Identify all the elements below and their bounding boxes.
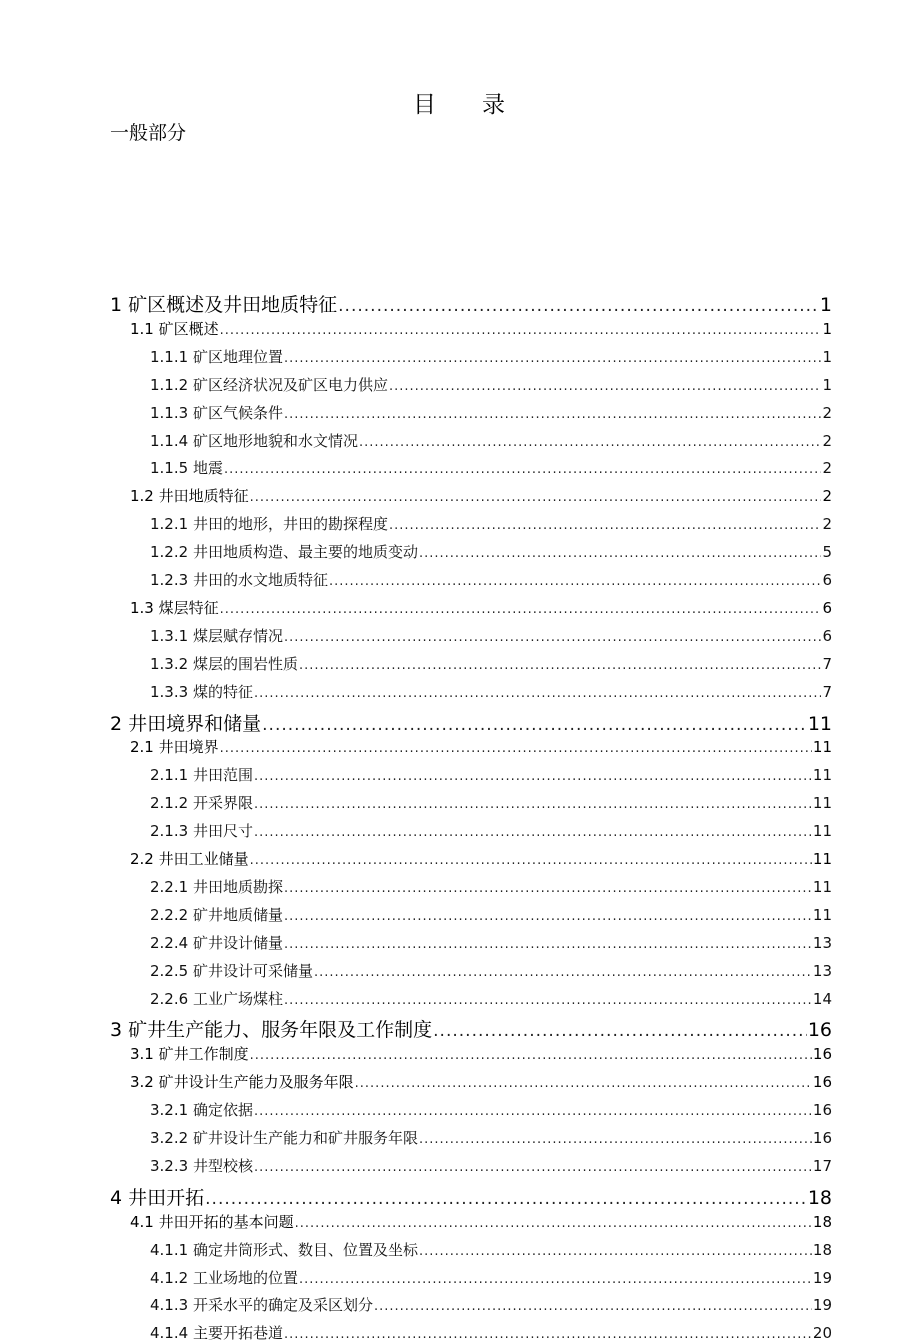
toc-entry-number: 2.2.1 — [150, 877, 189, 896]
dot-leader — [284, 351, 821, 366]
toc-entry-text: 煤层赋存情况 — [192, 626, 283, 645]
toc-entry-page-number: 1 — [822, 375, 832, 394]
toc-entry-number: 2.1.1 — [150, 766, 189, 785]
toc-entry-label — [150, 346, 283, 367]
dot-leader — [220, 602, 822, 617]
dot-leader — [254, 1104, 812, 1119]
toc-entry-text: 煤的特征 — [192, 682, 253, 701]
toc-entry-number: 4.1.4 — [150, 1324, 189, 1343]
toc-entry-3-2[interactable] — [130, 1071, 832, 1092]
toc-entry-2[interactable] — [110, 709, 832, 736]
toc-entry-2-1-2[interactable] — [150, 792, 832, 813]
toc-entry-number: 4.1 — [130, 1212, 154, 1231]
toc-entry-text: 地震 — [192, 459, 223, 478]
toc-entry-text: 井田地质勘探 — [192, 877, 283, 896]
toc-entry-1-2-3[interactable] — [150, 569, 832, 590]
toc-entry-text: 确定井筒形式、数目、位置及坐标 — [192, 1240, 418, 1259]
dot-leader — [284, 909, 812, 924]
toc-entry-1-1-2[interactable] — [150, 374, 832, 395]
toc-entry-number: 1.1 — [130, 319, 154, 338]
toc-entry-number: 2.2 — [130, 850, 154, 868]
toc-entry-1-1[interactable] — [130, 318, 832, 339]
toc-entry-1-3[interactable] — [130, 597, 832, 618]
toc-entry-text: 工业广场煤柱 — [192, 989, 283, 1008]
toc-entry-number: 1.2 — [130, 487, 154, 506]
toc-entry-number: 2.1.3 — [150, 822, 189, 841]
toc-entry-number: 1.1.5 — [150, 459, 189, 478]
dot-leader — [224, 462, 821, 477]
toc-entry-1-1-4[interactable] — [150, 430, 832, 451]
toc-entry-text: 煤层的围岩性质 — [192, 654, 298, 673]
toc-entry-text: 井田开拓 — [128, 1186, 205, 1209]
toc-entry-number: 4.1.1 — [150, 1240, 189, 1259]
toc-entry-number: 1.3 — [130, 598, 154, 617]
toc-entry-text: 矿区概述及井田地质特征 — [128, 294, 338, 316]
toc-entry-page-number: 20 — [812, 1324, 832, 1343]
toc-entry-page-number: 16 — [812, 1129, 832, 1147]
toc-entry-page-number: 11 — [812, 877, 832, 896]
toc-entry-number: 3.1 — [130, 1045, 154, 1064]
dot-leader — [250, 853, 812, 868]
dot-leader — [389, 518, 821, 533]
toc-entry-1-1-3[interactable] — [150, 402, 832, 423]
toc-entry-label — [150, 1239, 418, 1260]
toc-entry-number: 4 — [110, 1186, 123, 1209]
toc-entry-page-number: 7 — [822, 654, 832, 673]
toc-entry-label — [150, 988, 283, 1009]
toc-entry-3-2-1[interactable] — [150, 1099, 832, 1120]
toc-entry-number: 1.3.1 — [150, 626, 189, 645]
toc-entry-2-2-1[interactable] — [150, 876, 832, 897]
dot-leader — [359, 435, 821, 450]
dot-leader — [254, 797, 812, 812]
toc-entry-1-3-3[interactable] — [150, 681, 832, 702]
dot-leader — [284, 937, 812, 952]
toc-entry-number: 1.3.2 — [150, 654, 189, 673]
toc-entry-page-number: 2 — [822, 431, 832, 450]
toc-entry-page-number: 2 — [822, 515, 832, 534]
toc-entry-label — [130, 1211, 294, 1232]
toc-entry-label — [110, 1183, 204, 1210]
toc-entry-number: 3.2.1 — [150, 1101, 189, 1120]
toc-entry-number: 1.3.3 — [150, 682, 189, 701]
toc-entry-number: 3.2 — [130, 1073, 154, 1092]
dot-leader — [220, 323, 822, 338]
toc-entry-number: 4.1.2 — [150, 1268, 189, 1287]
toc-entry-label — [110, 1015, 432, 1042]
dot-leader — [220, 741, 812, 756]
dot-leader — [419, 546, 821, 561]
toc-entry-2-1-3[interactable] — [150, 820, 832, 841]
toc-entry-1-2-2[interactable] — [150, 541, 832, 562]
toc-entry-page-number: 18 — [807, 1186, 832, 1209]
dot-leader — [250, 1048, 812, 1063]
toc-entry-label — [150, 402, 283, 423]
toc-entry-number: 2.2.6 — [150, 989, 189, 1008]
toc-entry-label — [130, 485, 249, 506]
toc-entry-label — [150, 764, 253, 785]
page-title — [0, 86, 920, 119]
toc-entry-text: 矿区地形地貌和水文情况 — [192, 431, 358, 450]
dot-leader — [254, 825, 812, 840]
toc-entry-text: 确定依据 — [192, 1101, 253, 1120]
toc-entry-label — [130, 597, 219, 618]
toc-entry-label — [150, 625, 283, 646]
title-char-1: 目 — [413, 92, 438, 118]
toc-entry-page-number: 5 — [822, 543, 832, 562]
toc-entry-1-3-2[interactable] — [150, 653, 832, 674]
toc-entry-label — [150, 541, 418, 562]
toc-entry-text: 矿井设计可采储量 — [192, 961, 313, 980]
toc-entry-page-number: 2 — [822, 459, 832, 478]
toc-entry-label — [150, 932, 283, 953]
toc-entry-label — [110, 709, 261, 736]
toc-entry-4-1-2[interactable] — [150, 1267, 832, 1288]
toc-entry-page-number: 1 — [822, 347, 832, 366]
toc-entry-page-number: 19 — [812, 1268, 832, 1287]
toc-entry-page-number: 11 — [812, 905, 832, 924]
toc-entry-text: 井田境界和储量 — [128, 712, 262, 735]
toc-entry-1-3-1[interactable] — [150, 625, 832, 646]
dot-leader — [254, 686, 821, 701]
toc-entry-page-number: 13 — [812, 933, 832, 952]
toc-entry-label — [150, 430, 358, 451]
toc-entry-number: 2.1 — [130, 738, 154, 757]
toc-entry-page-number: 6 — [822, 626, 832, 645]
dot-leader — [295, 1216, 812, 1231]
dot-leader — [419, 1132, 812, 1147]
title-char-2: 录 — [482, 92, 507, 118]
dot-leader — [284, 881, 812, 896]
dot-leader — [389, 379, 821, 394]
toc-entry-2-2[interactable] — [130, 848, 832, 869]
toc-entry-text: 工业场地的位置 — [192, 1268, 298, 1287]
toc-entry-label — [150, 1322, 283, 1343]
toc-entry-text: 矿井生产能力、服务年限及工作制度 — [128, 1019, 433, 1042]
dot-leader — [284, 993, 812, 1008]
dot-leader — [284, 407, 821, 422]
toc-entry-page-number: 11 — [812, 766, 832, 785]
toc-entry-2-1[interactable] — [130, 736, 832, 757]
toc-entry-label — [130, 848, 249, 869]
toc-entry-number: 2.2.2 — [150, 905, 189, 924]
toc-entry-page-number: 7 — [822, 682, 832, 701]
toc-entry-label — [150, 457, 223, 478]
toc-entry-text: 井田尺寸 — [192, 822, 253, 841]
toc-entry-4-1-4[interactable] — [150, 1322, 832, 1343]
dot-leader — [433, 1021, 807, 1041]
toc-entry-text: 井田地质特征 — [158, 487, 249, 506]
toc-entry-label — [150, 1267, 298, 1288]
toc-entry-1-2[interactable] — [130, 485, 832, 506]
toc-entry-label — [150, 1099, 253, 1120]
section-label: 一般部分 — [110, 122, 187, 144]
toc-entry-page-number: 11 — [812, 822, 832, 841]
toc-entry-text: 井田的水文地质特征 — [192, 571, 328, 589]
toc-entry-text: 开采水平的确定及采区划分 — [192, 1296, 373, 1315]
toc-entry-4-1[interactable] — [130, 1211, 832, 1232]
toc-entry-2-2-2[interactable] — [150, 904, 832, 925]
toc-entry-page-number: 18 — [812, 1212, 832, 1231]
dot-leader — [355, 1076, 812, 1091]
toc-entry-text: 井田开拓的基本问题 — [158, 1212, 294, 1231]
toc-entry-page-number: 1 — [822, 319, 832, 338]
dot-leader — [329, 574, 821, 589]
toc-entry-page-number: 11 — [807, 712, 832, 735]
toc-entry-text: 矿区经济状况及矿区电力供应 — [192, 375, 388, 394]
toc-entry-number: 2.2.5 — [150, 961, 189, 980]
toc-entry-4[interactable] — [110, 1183, 832, 1210]
toc-entry-number: 1.1.4 — [150, 431, 189, 450]
toc-entry-1-1-1[interactable] — [150, 346, 832, 367]
toc-entry-label — [130, 736, 219, 757]
toc-entry-1[interactable] — [110, 290, 832, 317]
toc-entry-text: 井田工业储量 — [158, 850, 249, 868]
toc-entry-number: 1.1.2 — [150, 375, 189, 394]
dot-leader — [262, 715, 807, 735]
toc-entry-label — [150, 513, 388, 534]
toc-entry-page-number: 13 — [812, 961, 832, 980]
toc-entry-number: 1.1.3 — [150, 403, 189, 422]
toc-entry-4-1-1[interactable] — [150, 1239, 832, 1260]
dot-leader — [314, 965, 812, 980]
dot-leader — [299, 1272, 812, 1287]
toc-entry-label — [150, 1155, 253, 1176]
toc-entry-number: 2.1.2 — [150, 794, 189, 813]
toc-entry-label — [150, 569, 328, 590]
toc-entry-text: 井田地质构造、最主要的地质变动 — [192, 543, 418, 562]
toc-entry-text: 主要开拓巷道 — [192, 1324, 283, 1343]
toc-entry-label — [130, 1043, 249, 1064]
toc-entry-text: 矿井地质储量 — [192, 905, 283, 924]
toc-entry-label — [150, 876, 283, 897]
toc-entry-label — [130, 318, 219, 339]
toc-entry-label — [150, 1127, 418, 1148]
toc-entry-label — [150, 681, 253, 702]
toc-entry-label — [150, 820, 253, 841]
toc-entry-number: 1.2.1 — [150, 515, 189, 534]
toc-entry-text: 矿井设计生产能力和矿井服务年限 — [192, 1129, 418, 1147]
toc-entry-page-number: 19 — [812, 1296, 832, 1315]
toc-entry-page-number: 11 — [812, 850, 832, 868]
dot-leader — [419, 1244, 812, 1259]
dot-leader — [338, 296, 819, 316]
toc-entry-label — [110, 290, 337, 317]
toc-entry-number: 3.2.2 — [150, 1129, 189, 1147]
toc-entry-2-1-1[interactable] — [150, 764, 832, 785]
toc-entry-page-number: 1 — [819, 294, 832, 316]
toc-entry-page-number: 2 — [822, 487, 832, 506]
toc-entry-2-2-5[interactable] — [150, 960, 832, 981]
dot-leader — [205, 1189, 807, 1209]
toc-entry-2-2-6[interactable] — [150, 988, 832, 1009]
toc-entry-page-number: 14 — [812, 989, 832, 1008]
toc-entry-text: 井田的地形，井田的勘探程度 — [192, 515, 388, 534]
toc-entry-label — [150, 904, 283, 925]
dot-leader — [284, 630, 821, 645]
toc-entry-text: 矿区概述 — [158, 319, 219, 338]
toc-entry-text: 矿区地理位置 — [192, 347, 283, 366]
toc-entry-page-number: 11 — [812, 794, 832, 813]
toc-entry-page-number: 11 — [812, 738, 832, 757]
toc-entry-number: 3 — [110, 1019, 123, 1042]
toc-entry-number: 1 — [110, 294, 123, 316]
toc-entry-3-2-2[interactable] — [150, 1127, 832, 1148]
toc-entry-3[interactable] — [110, 1015, 832, 1042]
toc-entry-page-number: 18 — [812, 1240, 832, 1259]
toc-entry-page-number: 16 — [812, 1101, 832, 1120]
toc-entry-page-number: 16 — [812, 1073, 832, 1092]
toc-entry-label — [150, 653, 298, 674]
toc-entry-label — [150, 960, 313, 981]
toc-entry-number: 3.2.3 — [150, 1156, 189, 1175]
toc-entry-4-1-3[interactable] — [150, 1294, 832, 1315]
toc-entry-page-number: 6 — [822, 571, 832, 589]
toc-entry-text: 矿井设计储量 — [192, 933, 283, 952]
toc-entry-text: 开采界限 — [192, 794, 253, 813]
toc-entry-text: 井田范围 — [192, 766, 253, 785]
toc-entry-label — [150, 792, 253, 813]
toc-entry-text: 矿井工作制度 — [158, 1045, 249, 1064]
dot-leader — [254, 1160, 812, 1175]
toc-entry-label — [150, 374, 388, 395]
toc-entry-number: 1.1.1 — [150, 347, 189, 366]
toc-entry-number: 2.2.4 — [150, 933, 189, 952]
toc-entry-label — [150, 1294, 373, 1315]
toc-entry-number: 2 — [110, 712, 123, 735]
dot-leader — [250, 490, 822, 505]
toc-entry-page-number: 2 — [822, 403, 832, 422]
toc-entry-3-1[interactable] — [130, 1043, 832, 1064]
toc-entry-page-number: 16 — [807, 1019, 832, 1042]
toc-entry-page-number: 17 — [812, 1156, 832, 1175]
toc-entry-text: 井型校核 — [192, 1156, 253, 1175]
toc-entry-label — [130, 1071, 354, 1092]
toc-entry-page-number: 16 — [812, 1045, 832, 1064]
dot-leader — [254, 769, 812, 784]
toc-entry-number: 1.2.2 — [150, 543, 189, 562]
toc-entry-text: 煤层特征 — [158, 598, 219, 617]
toc-entry-page-number: 6 — [822, 598, 832, 617]
dot-leader — [284, 1327, 812, 1342]
toc-entry-number: 1.2.3 — [150, 571, 189, 589]
dot-leader — [299, 658, 821, 673]
toc-entry-3-2-3[interactable] — [150, 1155, 832, 1176]
toc-entry-2-2-4[interactable] — [150, 932, 832, 953]
toc-entry-1-2-1[interactable] — [150, 513, 832, 534]
toc-entry-number: 4.1.3 — [150, 1296, 189, 1315]
toc-entry-text: 矿区气候条件 — [192, 403, 283, 422]
toc-entry-text: 井田境界 — [158, 738, 219, 757]
toc-entry-1-1-5[interactable] — [150, 457, 832, 478]
toc-entry-text: 矿井设计生产能力及服务年限 — [158, 1073, 354, 1092]
